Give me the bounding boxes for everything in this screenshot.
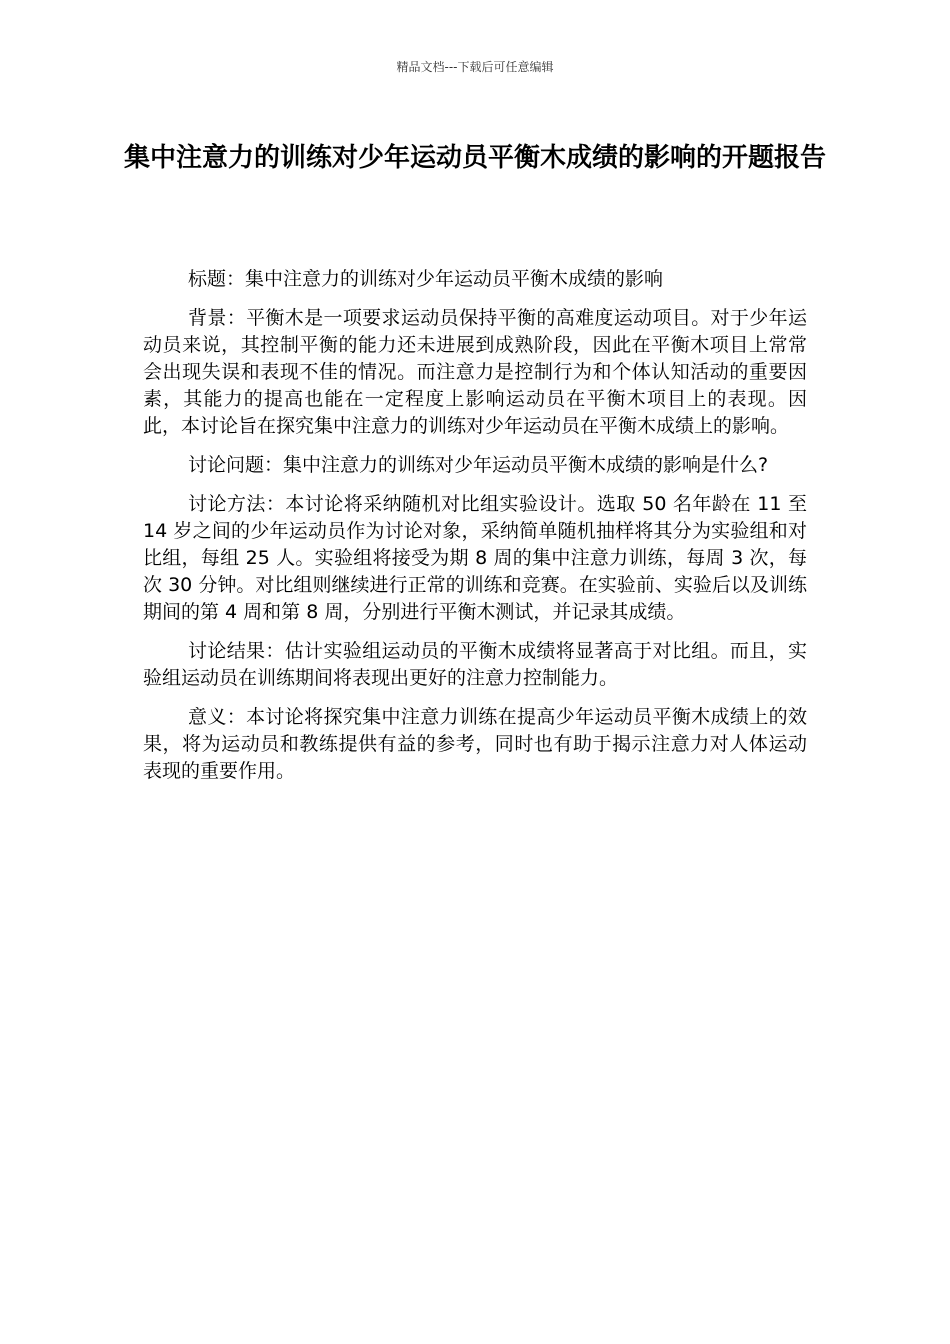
result-text: 估计实验组运动员的平衡木成绩将显著高于对比组。而且，实验组运动员在训练期间将表现出更好的注意力控制能力。: [143, 640, 807, 689]
header-note: 精品文档---下载后可任意编辑: [396, 60, 554, 74]
document-body: [143, 266, 807, 797]
background-text: 平衡木是一项要求运动员保持平衡的高难度运动项目。对于少年运动员来说，其控制平衡的能力还未进展到成熟阶段，因此在平衡木项目上常常会出现失误和表现不佳的情况。而注意力是控制行为和个体认知活动的重要因素，其能力的提高也能在一定程度上影响运动员在平衡木项目上的表现。因此，本讨论旨在探究集中注意力的训练对少年运动员在平衡木成绩上的影响。: [143, 307, 807, 437]
document-title: 集中注意力的训练对少年运动员平衡木成绩的影响的开题报告: [123, 143, 826, 173]
question-text: 集中注意力的训练对少年运动员平衡木成绩的影响是什么?: [283, 454, 769, 476]
significance-label: 意义：: [188, 706, 247, 728]
result-label: 讨论结果：: [188, 640, 285, 662]
paragraph-background: [143, 305, 807, 440]
background-label: 背景：: [188, 307, 247, 329]
significance-text: 本讨论将探究集中注意力训练在提高少年运动员平衡木成绩上的效果，将为运动员和教练提供有益的参考，同时也有助于揭示注意力对人体运动表现的重要作用。: [143, 706, 807, 782]
paragraph-method: [143, 491, 807, 626]
paragraph-significance: [143, 704, 807, 785]
paragraph-result: [143, 638, 807, 692]
paragraph-question: [143, 452, 807, 479]
method-text: 本讨论将采纳随机对比组实验设计。选取 50 名年龄在 11 至 14 岁之间的少年运动员作为讨论对象，采纳简单随机抽样将其分为实验组和对比组，每组 25 人。实验组将接受为期 8 周的集中注意力训练，每周 3 次，每次 30 分钟。对比组则继续进行正常的训练和竞赛。在实验前、实验后以及训练期间的第 4 周和第 8 周，分别进行平衡木测试，并记录其成绩。: [143, 493, 807, 623]
paragraph-subject: [143, 266, 807, 293]
method-label: 讨论方法：: [188, 493, 286, 515]
question-label: 讨论问题：: [188, 454, 284, 476]
subject-label: 标题：: [188, 268, 246, 290]
subject-text: 集中注意力的训练对少年运动员平衡木成绩的影响: [245, 268, 664, 290]
